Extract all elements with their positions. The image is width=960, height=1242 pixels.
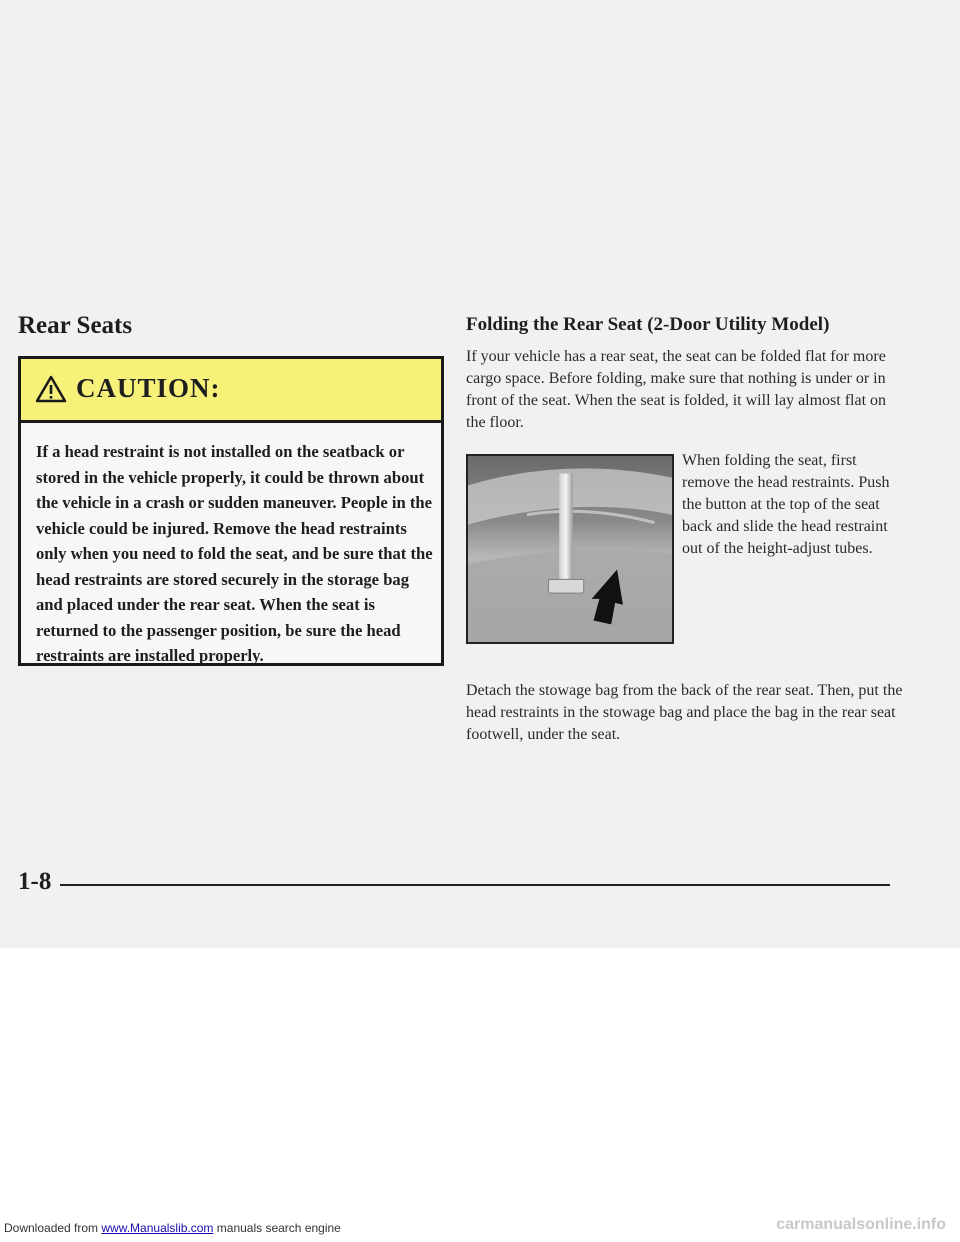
footer-prefix: Downloaded from [4, 1221, 102, 1235]
subsection-title: Folding the Rear Seat (2-Door Utility Model) [466, 314, 830, 335]
download-footer [4, 1221, 341, 1235]
remove-restraints-paragraph: When folding the seat, first remove the head restraints. Push the button at the top of the seat back and slide the head restraint out of the height-adjust tubes. [682, 452, 890, 557]
caution-box [18, 356, 444, 666]
caution-text: If a head restraint is not installed on the seatback or stored in the vehicle properly, it could be thrown about the vehicle in a crash or sudden maneuver. People in the vehicle could be injured. Remove the head restraints only when you need to fold the seat, and be sure that the head restraints are stored securely in the storage bag and placed under the rear seat. When the seat is returned to the passenger position, be sure the head restraints are installed properly. [36, 442, 433, 665]
caution-label: CAUTION: [76, 373, 221, 403]
footer-rule [60, 884, 890, 886]
stowage-bag-paragraph: Detach the stowage bag from the back of the rear seat. Then, put the head restraints in the stowage bag and place the bag in the rear seat footwell, under the seat. [466, 682, 903, 743]
page-number: 1-8 [18, 868, 52, 895]
warning-triangle-icon [35, 375, 67, 403]
manualslib-link[interactable]: www.Manualslib.com [101, 1221, 214, 1235]
footer-suffix: manuals search engine [213, 1221, 341, 1235]
caution-header [21, 359, 441, 423]
section-title: Rear Seats [18, 312, 133, 339]
head-restraint-photo [466, 454, 674, 644]
watermark: carmanualsonline.info [776, 1216, 946, 1233]
intro-paragraph: If your vehicle has a rear seat, the seat can be folded flat for more cargo space. Before folding, make sure that nothing is under or in front of the seat. When the seat is folded, it will lay almost flat on the floor. [466, 348, 887, 431]
